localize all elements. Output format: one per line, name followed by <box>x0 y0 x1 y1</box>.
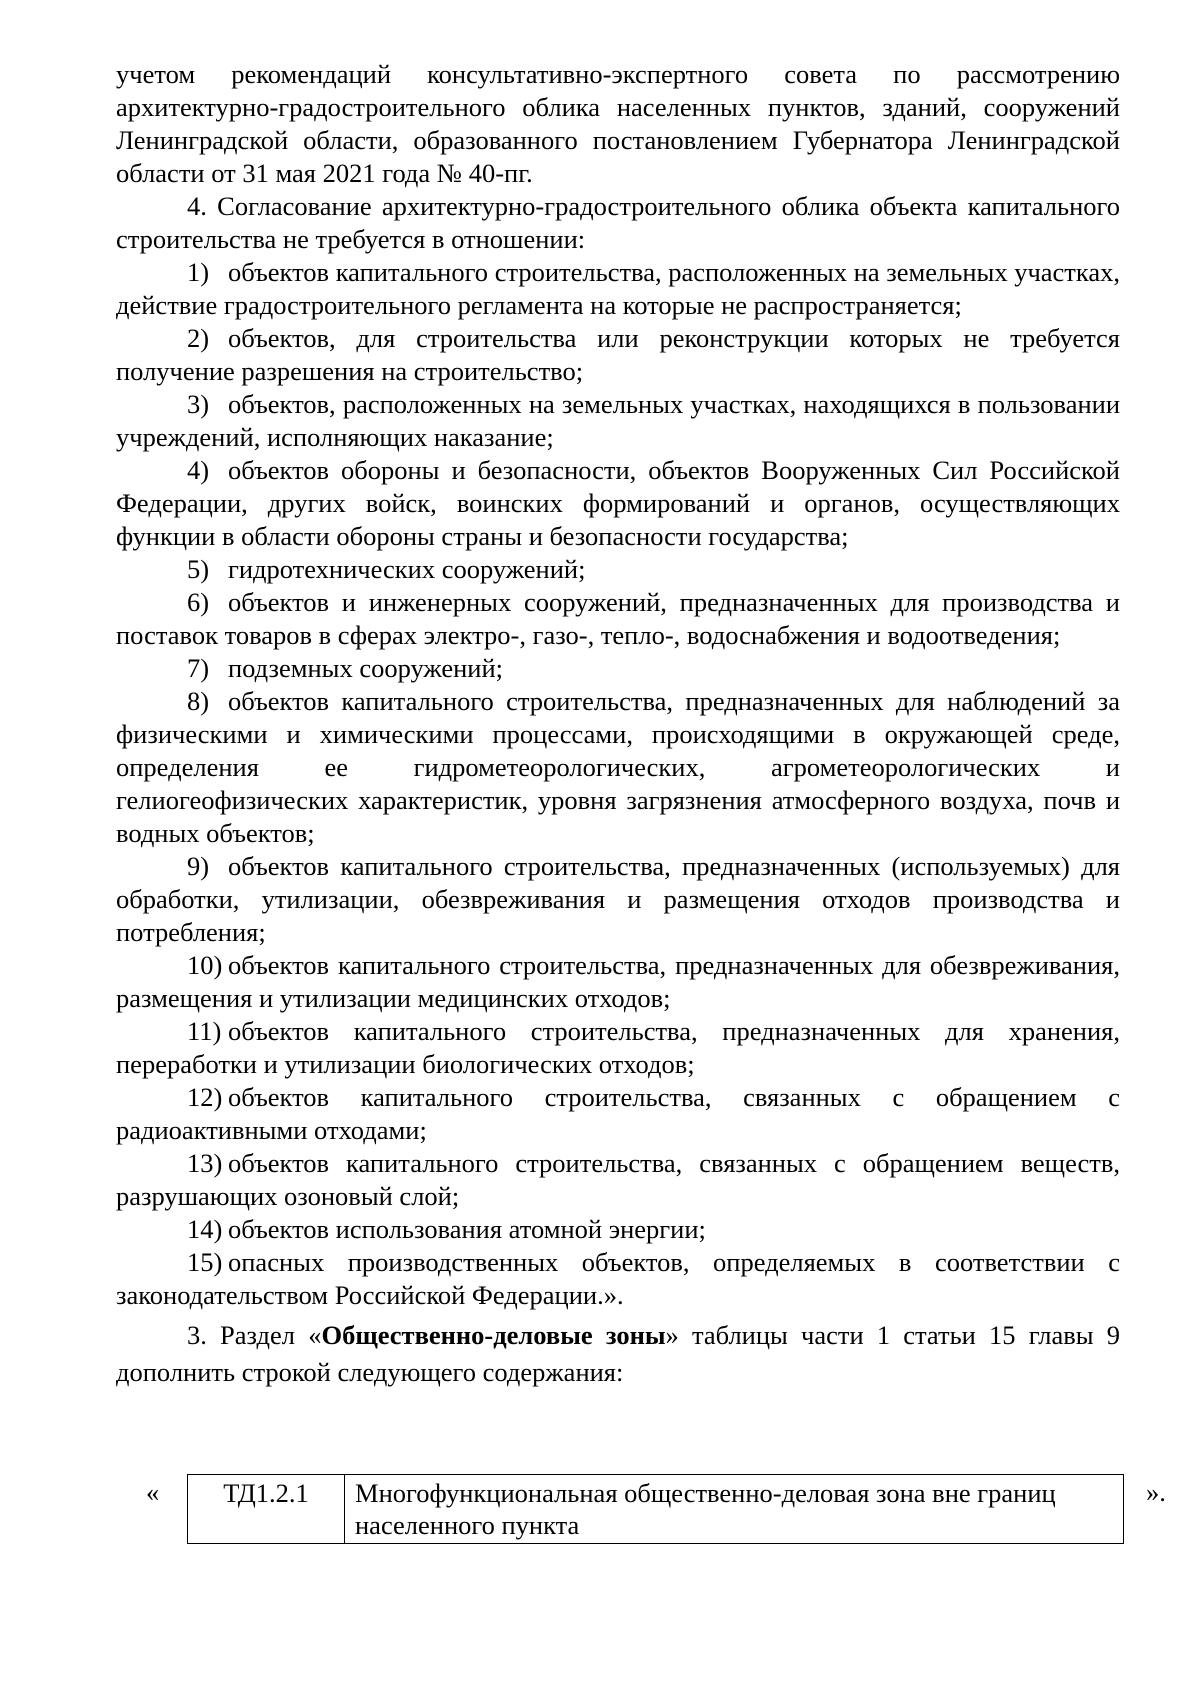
list-item-number: 3) <box>187 389 210 419</box>
close-quote: ». <box>1146 1477 1166 1507</box>
open-quote: « <box>146 1477 160 1507</box>
list-item-text: объектов капитального строительства, предназначенных (используемых) для обработки, утилизации, обезвреживания и размещения отходов производства и потребления; <box>116 851 1120 947</box>
list-item-number: 15) <box>187 1247 223 1277</box>
list-item <box>116 1246 1120 1312</box>
section3-prefix: 3. Раздел « <box>187 1320 322 1350</box>
list-item-text: объектов капитального строительства, связанных с обращением веществ, разрушающих озоновый слой; <box>116 1148 1120 1211</box>
list-item-number: 4) <box>187 455 210 485</box>
list-item-number: 13) <box>187 1148 223 1178</box>
list-item-text: объектов капитального строительства, предназначенных для хранения, переработки и утилизации биологических отходов; <box>116 1016 1120 1079</box>
list-item <box>116 553 1120 586</box>
table-row <box>188 1475 1124 1544</box>
paragraph-continuation: учетом рекомендаций консультативно-экспертного совета по рассмотрению архитектурно-градостроительного облика населенных пунктов, зданий, сооружений Ленинградской области, образованного постановлением Губернатора Ленинградской области от 31 мая 2021 года № 40-пг. <box>116 59 1120 188</box>
zone-description-cell: Многофункциональная общественно-деловая зона вне границ населенного пункта <box>345 1475 1124 1544</box>
list-item <box>116 652 1120 685</box>
list-item-text: объектов и инженерных сооружений, предназначенных для производства и поставок товаров в сферах электро-, газо-, тепло-, водоснабжения и водоотведения; <box>116 587 1120 650</box>
list-item <box>116 1081 1120 1147</box>
list-item-text: объектов, расположенных на земельных участках, находящихся в пользовании учреждений, исполняющих наказание; <box>116 389 1120 452</box>
list-item-number: 10) <box>187 950 223 980</box>
list-item <box>116 1213 1120 1246</box>
list-item <box>116 949 1120 1015</box>
list-item-text: объектов обороны и безопасности, объектов Вооруженных Сил Российской Федерации, других войск, воинских формирований и органов, осуществляющих функции в области обороны страны и безопасности государства; <box>116 455 1120 551</box>
list-item-number: 5) <box>187 554 210 584</box>
list-item-number: 6) <box>187 587 210 617</box>
list-item-text: объектов использования атомной энергии; <box>228 1214 706 1244</box>
document-body <box>116 58 1120 1391</box>
zone-table <box>187 1474 1124 1544</box>
list-item-number: 9) <box>187 851 210 881</box>
section3-zone-name: Общественно-деловые зоны <box>321 1320 666 1350</box>
list-item-number: 7) <box>187 653 210 683</box>
list-item-text: гидротехнических сооружений; <box>228 554 586 584</box>
list-item-number: 11) <box>187 1016 222 1046</box>
list-item-text: подземных сооружений; <box>228 653 504 683</box>
list-item-number: 14) <box>187 1214 223 1244</box>
list-item <box>116 1015 1120 1081</box>
list-item-text: объектов капитального строительства, предназначенных для обезвреживания, размещения и утилизации медицинских отходов; <box>116 950 1120 1013</box>
list-item <box>116 388 1120 454</box>
zone-code-cell: ТД1.2.1 <box>188 1475 345 1544</box>
list-item <box>116 454 1120 553</box>
inserted-table-row <box>116 1474 1176 1542</box>
list-item <box>116 685 1120 850</box>
list-item-text: опасных производственных объектов, определяемых в соответствии с законодательством Российской Федерации.». <box>116 1247 1120 1310</box>
list-item <box>116 850 1120 949</box>
paragraph-4: 4. Согласование архитектурно-градостроительного облика объекта капитального строительства не требуется в отношении: <box>116 191 1120 254</box>
list-item <box>116 256 1120 322</box>
list-item-number: 8) <box>187 686 210 716</box>
list-item-text: объектов, для строительства или реконструкции которых не требуется получение разрешения на строительство; <box>116 323 1120 386</box>
list-item <box>116 1147 1120 1213</box>
list-item-number: 1) <box>187 257 210 287</box>
list-item <box>116 322 1120 388</box>
list-item-number: 12) <box>187 1082 223 1112</box>
list-item-number: 2) <box>187 323 210 353</box>
list-item-text: объектов капитального строительства, предназначенных для наблюдений за физическими и химическими процессами, происходящими в окружающей среде, определения ее гидрометеорологических, агрометеорологических и гелиогеофизических характеристик, уровня загрязнения атмосферного воздуха, почв и водных объектов; <box>116 686 1120 848</box>
paragraph-section-3 <box>116 1317 1120 1391</box>
list-item-text: объектов капитального строительства, расположенных на земельных участках, действие градостроительного регламента на которые не распространяется; <box>116 257 1120 320</box>
list-item-text: объектов капитального строительства, связанных с обращением с радиоактивными отходами; <box>116 1082 1120 1145</box>
section3-suffix: » таблицы части 1 статьи 15 главы 9 дополнить строкой следующего содержания: <box>116 1320 1120 1387</box>
list-item <box>116 586 1120 652</box>
